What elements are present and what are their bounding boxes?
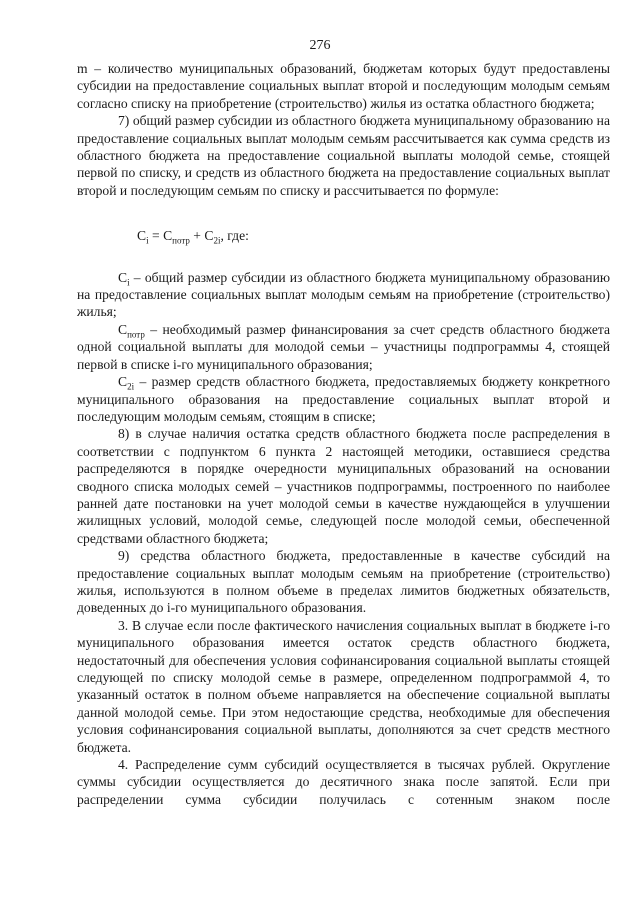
formula-lhs: $C_i$ <box>137 228 149 246</box>
formula: $C_i = C_{потр} + C_{2i}$, где: <box>137 228 249 246</box>
definition-cpotr: $C_{потр}$ – необходимый размер финансирования за счет средств областного бюджета одной социальной выплаты для молодой семьи – участницы подпрограммы 4, стоящей первой в списке i-го муниципального образования; <box>77 321 610 372</box>
definition-c2i: $C_{2i}$ – размер средств областного бюджета, предоставляемых бюджету конкретного муниципального образования на предоставление социальных выплат второй и последующим молодым семьям, стоящим в списке; <box>77 374 610 424</box>
page-number: 276 <box>309 38 331 53</box>
paragraph-9: 9) средства областного бюджета, предоставленные в качестве субсидий на предоставление социальных выплат молодым семьям на приобретение (строительство) жилья, используются в полном объеме в пределах лимитов бюджетных обязательств, доведенных до i-го муниципального образования. <box>77 548 610 616</box>
paragraph-7: 7) общий размер субсидии из областного бюджета муниципальному образованию на предоставление социальных выплат молодым семьям рассчитывается как сумма средств из областного бюджета на предоставление социальной выплаты молодой семье, стоящей первой по списку, и средств из областного бюджета на предоставление социальных выплат второй и последующим семьям по списку и рассчитывается по формуле: <box>77 113 610 198</box>
document-body <box>77 60 610 808</box>
definition-ci: $C_i$ – общий размер субсидии из областного бюджета муниципальному образованию на предоставление социальных выплат молодым семьям на приобретение (строительство) жилья; <box>77 269 610 320</box>
paragraph-8: 8) в случае наличия остатка средств областного бюджета после распределения в соответствии с подпунктом 6 пункта 2 настоящей методики, оставшиеся средства распределяются в порядке очередности муниципальных образований на основании сводного списка молодых семей – участников подпрограммы, построенного по наиболее ранней дате постановки на учет молодой семьи в качестве нуждающейся в улучшении жилищных условий, молодой семье, следующей после молодой семьи, обеспеченной средствами областного бюджета; <box>77 426 610 546</box>
paragraph-m-definition: m – количество муниципальных образований, бюджетам которых будут предоставлены субсидии на предоставление социальных выплат второй и последующим молодым семьям согласно списку на приобретение (строительство) жилья из остатка областного бюджета; <box>77 61 610 111</box>
formula-term2: $C_{2i}$ <box>204 228 221 246</box>
paragraph-section-4: 4. Распределение сумм субсидий осуществляется в тысячах рублей. Округление суммы субсидии осуществляется до десятичного знака после запятой. Если при распределении сумма субсидии получилась с сотенным знаком после <box>77 757 610 807</box>
formula-term1: $C_{потр}$ <box>163 228 190 246</box>
paragraph-section-3: 3. В случае если после фактического начисления социальных выплат в бюджете i-го муниципального образования имеется остаток средств областного бюджета, недостаточный для обеспечения условия софинансирования социальной выплаты стоящей следующей по списку молодой семье в размере, определенном подпрограммой 4, то указанный остаток в полном объеме направляется на обеспечение социальной выплаты данной молодой семье. При этом недостающие средства, необходимые для обеспечения условия софинансирования социальной выплаты, дополняются за счет средств местного бюджета. <box>77 617 610 755</box>
